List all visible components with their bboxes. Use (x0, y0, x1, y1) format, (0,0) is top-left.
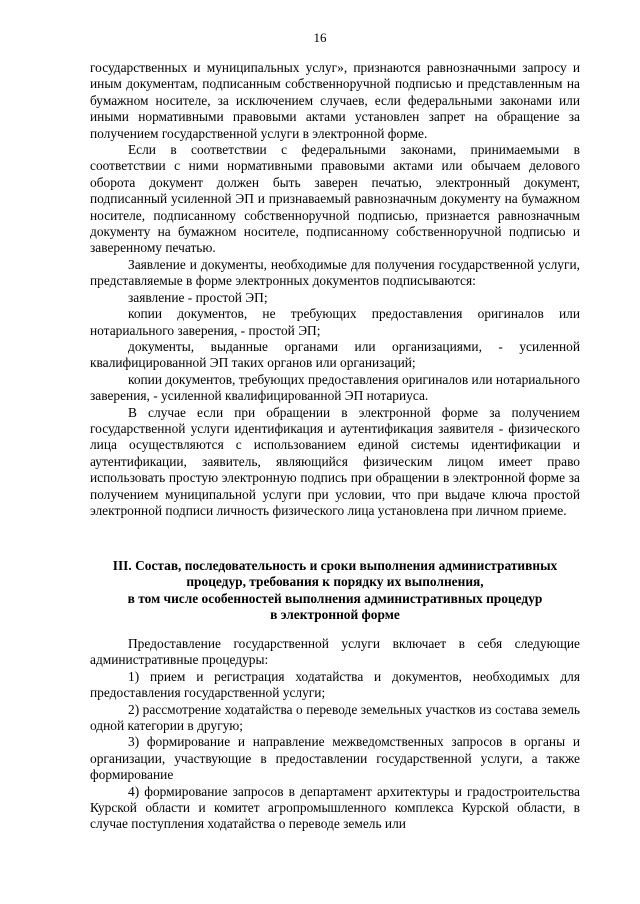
paragraph: государственных и муниципальных услуг», признаются равнозначными запросу и иным документам, подписанным собственноручной подписью и представленным на бумажном носителе, за исключением случаев, если федеральными законами или иными нормативными правовыми актами установлен запрет на обращение за получением государственной услуги в электронной форме. (90, 60, 580, 141)
body-text-top (90, 60, 580, 519)
list-item: заявление - простой ЭП; (128, 289, 268, 305)
heading-line: в том числе особенностей выполнения административных процедур (127, 590, 543, 606)
page-number: 16 (313, 30, 327, 45)
list-item: 1) прием и регистрация ходатайства и документов, необходимых для предоставления государственной услуги; (90, 668, 580, 701)
heading-line: III. Состав, последовательность и сроки выполнения административных (112, 558, 558, 573)
paragraph: В случае если при обращении в электронной форме за получением государственной услуги идентификация и аутентификация заявителя - физического лица осуществляются с использованием единой системы идентификации и аутентификации, заявитель, являющийся физическим лицом имеет право использовать простую электронную подпись при обращении в электронной форме за получением муниципальной услуги при условии, что при выдаче ключа простой электронной подписи личность физического лица установлена при личном приеме. (90, 404, 580, 518)
section-heading (90, 558, 580, 624)
list-item: 2) рассмотрение ходатайства о переводе земельных участков из состава земель одной категории в другую; (90, 701, 580, 734)
list-item: документы, выданные органами или организациями, - усиленной квалифицированной ЭП таких органов или организаций; (90, 338, 580, 371)
list-item: копии документов, не требующих предоставления оригиналов или нотариального заверения, - простой ЭП; (90, 306, 580, 338)
body-text-bottom (90, 636, 580, 833)
list-item: 4) формирование запросов в департамент архитектуры и градостроительства Курской области и комитет агропромышленного комплекса Курской области, в случае поступления ходатайства о переводе земель или (90, 783, 580, 832)
list-item: 3) формирование и направление межведомственных запросов в органы и организации, участвующие в предоставлении государственной услуги, а также формирование (90, 734, 580, 783)
paragraph: Предоставление государственной услуги включает в себя следующие административные процедуры: (90, 636, 580, 668)
heading-line: в электронной форме (270, 607, 400, 623)
paragraph: Заявление и документы, необходимые для получения государственной услуги, представляемые в форме электронных документов подписываются: (90, 256, 580, 289)
paragraph: Если в соответствии с федеральными законами, принимаемыми в соответствии с ними нормативными правовыми актами или обычаем делового оборота документ должен быть заверен печатью, электронный документ, подписанный усиленной ЭП и признаваемый равнозначным документу на бумажном носителе, подписанному собственноручной подписью, признается равнозначным документу на бумажном носителе, подписанному собственноручной подписью и заверенному печатью. (90, 142, 580, 256)
heading-line: процедур, требования к порядку их выполнения, (186, 574, 484, 590)
list-item: копии документов, требующих предоставления оригиналов или нотариального заверения, - усиленной квалифицированной ЭП нотариуса. (90, 371, 580, 404)
